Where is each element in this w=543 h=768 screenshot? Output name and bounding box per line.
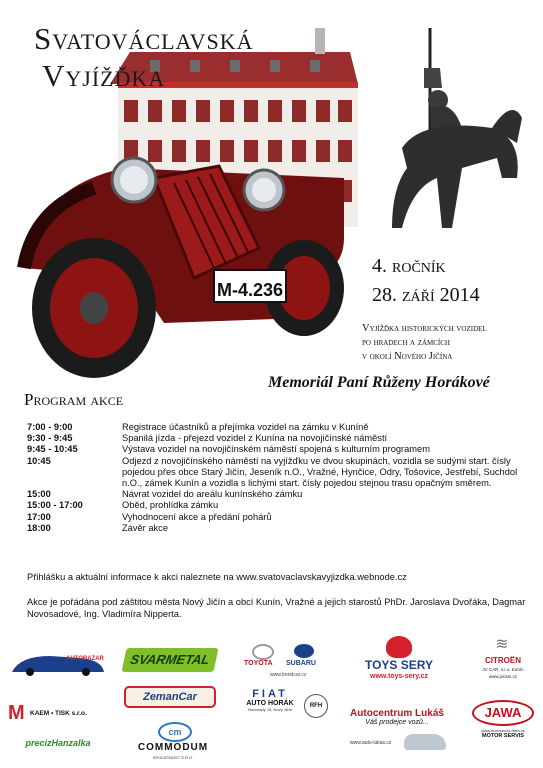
lukas-tagline: Váš prodejce vozů... <box>365 719 429 726</box>
schedule-row <box>27 523 527 534</box>
subtitle-line: Vyjížďka historických vozidel <box>362 323 487 334</box>
jvcar-label: JV CAR, s.r.o. Kunín <box>482 667 524 672</box>
schedule-text: Odjezd z novojičínského náměstí na vyjížďku ve dvou skupinách, vozidla se sudými start. čísly pojedou přes obce Starý Jičín, Jeseník n.O., Vražné, Hynčice, Odry, Tošovice, Jestřebí, Suchdol n.O., zámek Kunín a vozidla s lichými start. čísly pojedou stejnou trasu opačným směrem. <box>122 455 518 489</box>
schedule-row <box>27 489 527 500</box>
schedule-time: 10:45 <box>27 455 51 466</box>
zemancar-logo <box>124 686 216 710</box>
jawa-logo <box>466 700 540 750</box>
kaem-m-icon: M <box>8 702 25 724</box>
schedule-text: Spanilá jízda - přejezd vozidel z Kunína na novojičínské náměstí <box>122 433 388 444</box>
schedule-time: 15:00 - 17:00 <box>27 500 83 511</box>
autocentrum-lukas-logo <box>342 708 452 756</box>
commodum-logo <box>128 722 218 762</box>
event-date: 28. září 2014 <box>372 284 480 306</box>
jvcar-web: www.jvcars.cz <box>488 674 518 679</box>
citroen-label: CITROËN <box>485 656 521 665</box>
toyota-label: TOYOTA <box>244 660 273 667</box>
poster-title <box>34 20 254 94</box>
schedule-time: 15:00 <box>27 489 51 500</box>
cm-emblem-icon: cm <box>158 722 192 742</box>
zemancar-label: ZemanCar <box>124 686 216 708</box>
autobazar-label: AUTOBAZAR <box>66 656 104 662</box>
commodum-label: COMMODUM <box>137 742 209 753</box>
svarmetal-logo <box>124 648 216 676</box>
schedule-time: 7:00 - 9:00 <box>27 422 73 432</box>
svarmetal-label: SVARMETAL <box>121 648 218 672</box>
title-line-2: Vyjížďka <box>42 58 166 93</box>
horseman-statue-illustration <box>382 28 532 234</box>
lukas-web: www.auto-lukas.cz <box>350 740 392 746</box>
citroen-chevron-icon: ≋ <box>495 636 509 653</box>
subaru-emblem-icon <box>294 644 314 658</box>
fiat-auto-horak-logo <box>238 688 302 722</box>
jawa-label: JAWA <box>472 700 534 726</box>
horak-address: Novosady 15, Nový Jičín <box>247 707 293 712</box>
jawa-subtitle: MOTOR SERVIS <box>482 733 524 739</box>
preciz-label: precizHanzalka <box>25 738 91 748</box>
schedule-time: 9:45 - 10:45 <box>27 444 78 455</box>
vintage-car-illustration <box>14 148 350 380</box>
rfh-logo <box>304 694 328 718</box>
memorial-title: Memoriál Paní Růženy Horákové <box>268 374 490 391</box>
subaru-label: SUBARU <box>286 660 316 667</box>
schedule-row <box>27 444 527 455</box>
subtitle-line: po hradech a zámcích <box>362 337 450 348</box>
subtitle-line: v okolí Nového Jičína <box>362 351 453 362</box>
schedule-row <box>27 456 527 490</box>
schedule-text: Registrace účastníků a přejímka vozidel na zámku v Kuníně <box>122 422 369 432</box>
toys-sery-logo <box>352 636 446 688</box>
citroen-jvcar-logo <box>470 634 536 684</box>
teddy-bear-icon <box>386 636 412 658</box>
schedule-time: 18:00 <box>27 522 51 533</box>
toyota-subaru-logo <box>240 642 332 682</box>
preciz-hanzalka-logo <box>8 738 108 756</box>
schedule-text: Návrat vozidel do areálu kunínského zámku <box>122 489 303 500</box>
jawa-web: www.motoservis-tatra.cz <box>481 728 525 733</box>
schedule-text: Vyhodnocení akce a předání pohárů <box>122 511 272 522</box>
lukas-label: Autocentrum Lukáš <box>350 708 444 719</box>
schedule-row <box>27 500 527 511</box>
commodum-subtitle: SPOLEČNOST S R.O. <box>152 755 194 760</box>
kaem-tisk-logo <box>8 702 112 724</box>
schedule-row <box>27 422 527 433</box>
program-schedule <box>27 422 527 534</box>
registration-note: Přihlášku a aktuální informace k akci naleznete na www.svatovaclavskavyjizdka.webnode.cz <box>27 572 407 582</box>
program-heading: Program akce <box>24 390 124 409</box>
schedule-text: Oběd, prohlídka zámku <box>122 500 219 511</box>
schedule-row <box>27 433 527 444</box>
schedule-row <box>27 512 527 523</box>
toyota-emblem-icon <box>252 644 274 660</box>
edition-label: 4. ročník <box>372 255 446 277</box>
patronage-note: Akce je pořádána pod záštitou města Nový Jičín a obcí Kunín, Vražné a jejich starostů PhDr. Jaroslava Dvořáka, Dagmar Novosadové, Ing. Vladimíra Nipperta. <box>27 597 526 619</box>
toys-label: TOYS SERY <box>364 658 434 672</box>
event-subtitle <box>362 322 487 364</box>
schedule-time: 9:30 - 9:45 <box>27 433 73 444</box>
trendcar-web: www.trendcar.cz <box>270 672 307 678</box>
rfh-label: RFH <box>309 703 323 709</box>
schedule-time: 17:00 <box>27 511 51 522</box>
toys-web: www.toys-sery.cz <box>370 673 428 680</box>
horak-label: AUTO HORÁK <box>246 700 294 707</box>
schedule-text: Výstava vozidel na novojičínském náměstí spojená s kulturním programem <box>122 444 430 455</box>
car-silhouette-icon <box>404 734 446 750</box>
fiat-label: FIAT <box>252 688 288 700</box>
car-license-plate: M-4.236 <box>216 280 284 300</box>
autobazar-logo <box>10 652 106 676</box>
title-line-1: Svatováclavská <box>34 21 254 56</box>
schedule-text: Závěr akce <box>122 522 168 533</box>
kaem-label: KAEM • TISK s.r.o. <box>30 710 87 717</box>
